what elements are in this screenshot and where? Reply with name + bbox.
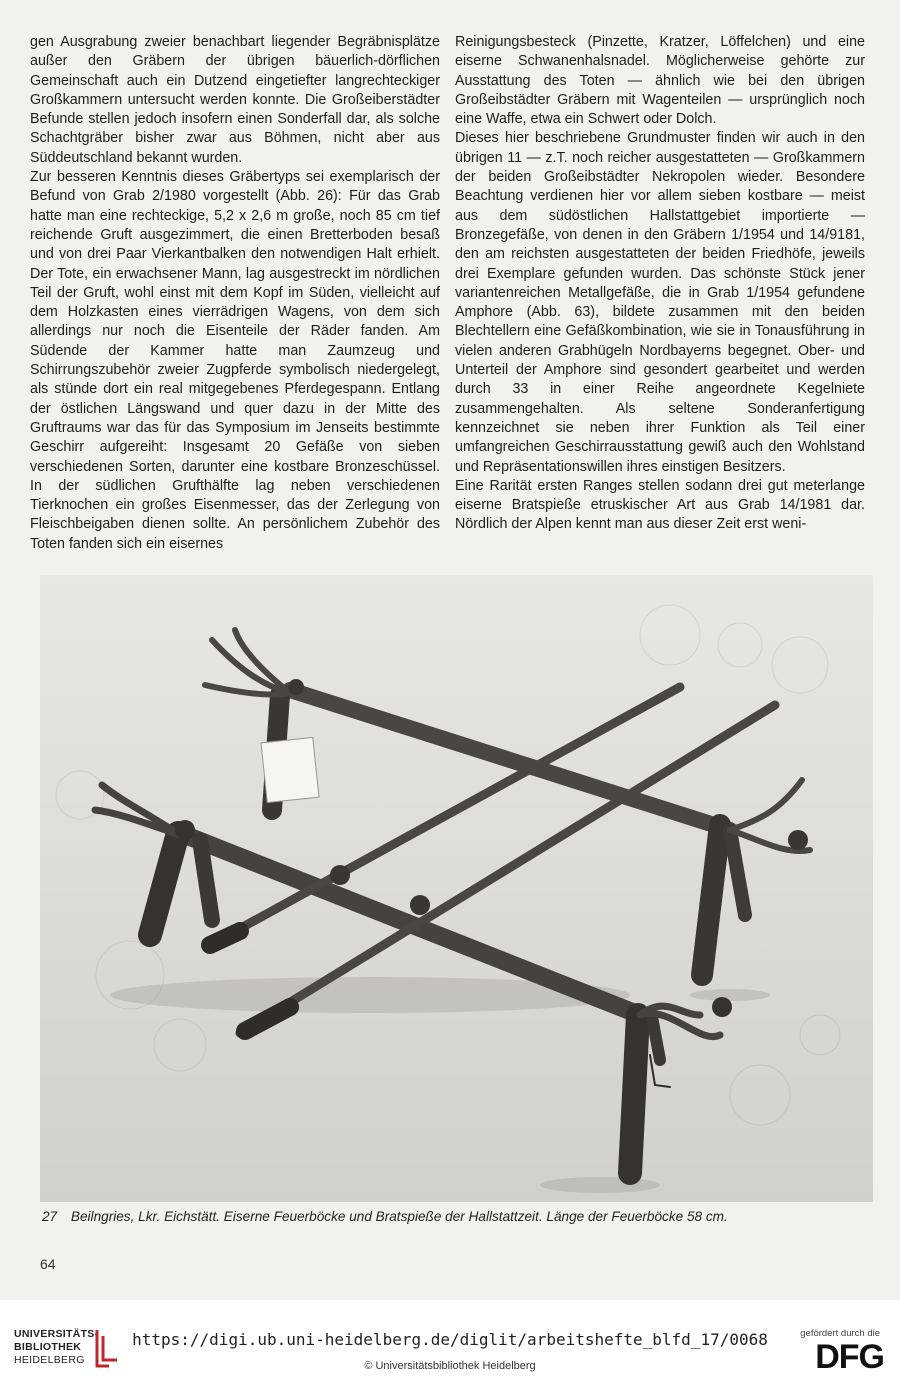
inventory-tag: [261, 737, 319, 802]
firedogs-illustration: [40, 575, 873, 1202]
logo-line: BIBLIOTHEK: [14, 1341, 82, 1353]
funding-note: gefördert durch die: [800, 1328, 880, 1339]
paragraph: Zur besseren Kenntnis dieses Gräbertyps sei exemplarisch der Befund von Grab 2/1980 vorgestellt (Abb. 26): Für das Grab hatte man eine rechteckige, 5,2 x 2,6 m große, noch 85 cm tief reichende Gruft ausgezimmert, die einen Bretterboden besaß und von drei Paar Vierkantbalken den notwendigen Halt erhielt. Der Tote, ein erwachsener Mann, lag ausgestreckt im nördlichen Teil der Gruft, wohl einst mit dem Kopf im Süden, vielleicht auf dem Holzkasten eines vierrädrigen Wagens, von dem sich allerdings nur noch die Eisenteile der Räder fanden. Am Südende der Kammer hatte man Zaumzeug und Schirrungszubehör zweier Zugpferde symbolisch niedergelegt, als stünde dort ein real mitgegebenes Pferdegespann. Entlang der östlichen Längswand und quer dazu in der Mitte des Gruftraums war das für das Symposium im Jenseits bestimmte Geschirr aufgereiht: Insgesamt 20 Gefäße von sieben verschiedenen Sorten, darunter eine kostbare Bronzeschüssel. In der südlichen Grufthälfte lag neben verschiedenen Tierknochen ein großes Eisenmesser, das der Zerlegung von Fleischbeigaben dienen sollte. An persönlichem Zubehör des Toten fanden sich ein eisernes: [30, 169, 440, 552]
digitization-footer: [0, 1300, 900, 1385]
figure-number: 27: [42, 1209, 58, 1224]
document-url-link[interactable]: https://digi.ub.uni-heidelberg.de/diglit/arbeitshefte_blfd_17/0068: [132, 1330, 768, 1349]
paragraph: Eine Rarität ersten Ranges stellen sodann drei gut meterlange eiserne Bratspieße etruskischer Art aus Grab 14/1981 dar. Nördlich der Alpen kennt man aus dieser Zeit erst weni-: [455, 477, 865, 533]
logo-line: UNIVERSITÄTS-: [14, 1328, 99, 1340]
dfg-logo[interactable]: DFG: [815, 1338, 884, 1376]
figure-caption-text: Beilngries, Lkr. Eichstätt. Eiserne Feuerböcke und Bratspieße der Hallstattzeit. Länge der Feuerböcke 58 cm.: [70, 1209, 728, 1224]
figure-caption: [42, 1209, 862, 1224]
logo-line: HEIDELBERG: [14, 1354, 85, 1366]
text-column-left: [30, 33, 440, 554]
copyright-notice: © Universitätsbibliothek Heidelberg: [364, 1360, 536, 1372]
paragraph: Reinigungsbesteck (Pinzette, Kratzer, Löffelchen) und eine eiserne Schwanenhalsnadel. Möglicherweise gehörte zur Ausstattung des Toten — ähnlich wie bei den übrigen Großeibstädter Gräbern mit Wagenteilen — ursprünglich noch eine Waffe, etwa ein Schwert oder Dolch.: [455, 34, 865, 128]
text-column-right: [455, 33, 865, 535]
paragraph: gen Ausgrabung zweier benachbart liegender Begräbnisplätze außer den Gräbern der übrigen bäuerlich-dörflichen Gemeinschaft auch ein Dutzend eingetiefter langrechteckiger Großkammern untersucht werden konnte. Die Großeiberstädter Befunde stellen jedoch insofern einen Sonderfall dar, als solche Schachtgräber bisher zwar aus Böhmen, nicht aber aus Süddeutschland bekannt wurden.: [30, 34, 440, 166]
paragraph: Dieses hier beschriebene Grundmuster finden wir auch in den übrigen 11 — z.T. noch reicher ausgestatteten — Großkammern der beiden Großeibstädter Nekropolen wieder. Besondere Beachtung verdienen hier vor allem sieben kostbare — meist aus dem südöstlichen Hallstattgebiet importierte — Bronzegefäße, von denen in den Gräbern 1/1954 und 14/9181, den am reichsten ausgestatteten der beiden Friedhöfe, jeweils drei Exemplare gefunden wurden. Das schönste Stück jener variantenreichen Metallgefäße, die in Grab 1/1954 gefundene Amphore (Abb. 63), bildete zusammen mit den beiden Blechtellern eine Gefäßkombination, wie sie in Tonausführung in vielen anderen Grabhügeln Nordbayerns begegnet. Ober- und Unterteil der Amphore sind gesondert gearbeitet und werden durch 33 in einer Reihe angeordnete Kegelniete zusammengehalten. Als seltene Sonderanfertigung kennzeichnet sie neben ihrer Funktion als Teil einer umfangreichen Geschirrausstattung gewiß auch den Wohlstand und Repräsentationswillen ihres einstigen Besitzers.: [455, 130, 865, 475]
page-number: 64: [40, 1256, 56, 1272]
figure-photo-firedogs-spits: [40, 575, 873, 1202]
